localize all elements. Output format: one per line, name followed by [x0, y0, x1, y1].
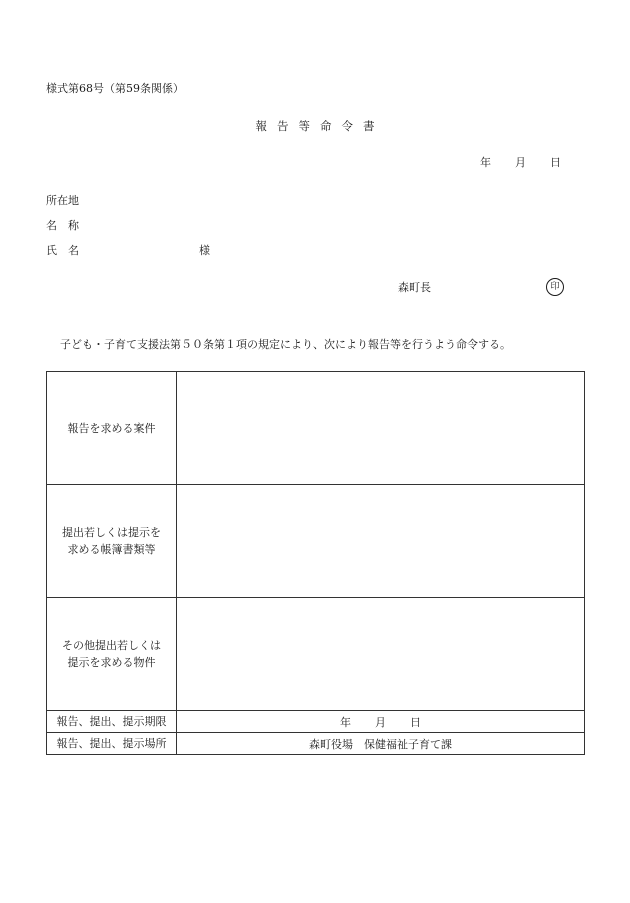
date-day: 日 [550, 156, 561, 169]
deadline-month: 月 [375, 715, 386, 729]
label-line: 提示を求める物件 [67, 656, 156, 669]
date-month: 月 [515, 156, 526, 169]
row-label-location [47, 733, 177, 755]
deadline-day: 日 [410, 715, 421, 729]
label-line: 報告、提出、提示場所 [56, 737, 167, 750]
issuer-title: 森町長 [398, 281, 431, 294]
document-title: 報告等命令書 [255, 119, 385, 133]
row-label-deadline [47, 711, 177, 733]
label-line: 報告を求める案件 [67, 421, 156, 435]
row-value-documents [177, 485, 585, 598]
honorific: 様 [199, 244, 210, 257]
date-year: 年 [480, 156, 491, 169]
seal-stamp-icon: 印 [546, 278, 564, 296]
row-value-other-items [177, 598, 585, 711]
form-number: 様式第68号（第59条関係） [46, 82, 184, 95]
table-row [47, 485, 585, 598]
order-details-table [46, 371, 585, 755]
row-value-deadline [177, 711, 585, 733]
address-label: 所在地 [46, 194, 79, 207]
label-line: 報告、提出、提示期限 [56, 715, 167, 728]
row-label-documents [47, 485, 177, 598]
order-body-text: 子ども・子育て支援法第５０条第１項の規定により、次により報告等を行うよう命令する。 [60, 338, 511, 351]
row-value-case [177, 372, 585, 485]
label-line: その他提出若しくは [62, 639, 161, 652]
deadline-year: 年 [340, 715, 351, 729]
table-row [47, 598, 585, 711]
table-row [47, 372, 585, 485]
issue-date [480, 157, 561, 168]
table-row [47, 733, 585, 755]
entity-name-label: 名 称 [46, 219, 79, 232]
row-label-other-items [47, 598, 177, 711]
row-value-location: 森町役場 保健福祉子育て課 [177, 733, 585, 755]
table-row [47, 711, 585, 733]
person-name-label: 氏 名 [46, 244, 79, 257]
label-line: 求める帳簿書類等 [67, 543, 156, 556]
label-line: 提出若しくは提示を [62, 526, 161, 539]
row-label-case [47, 372, 177, 485]
